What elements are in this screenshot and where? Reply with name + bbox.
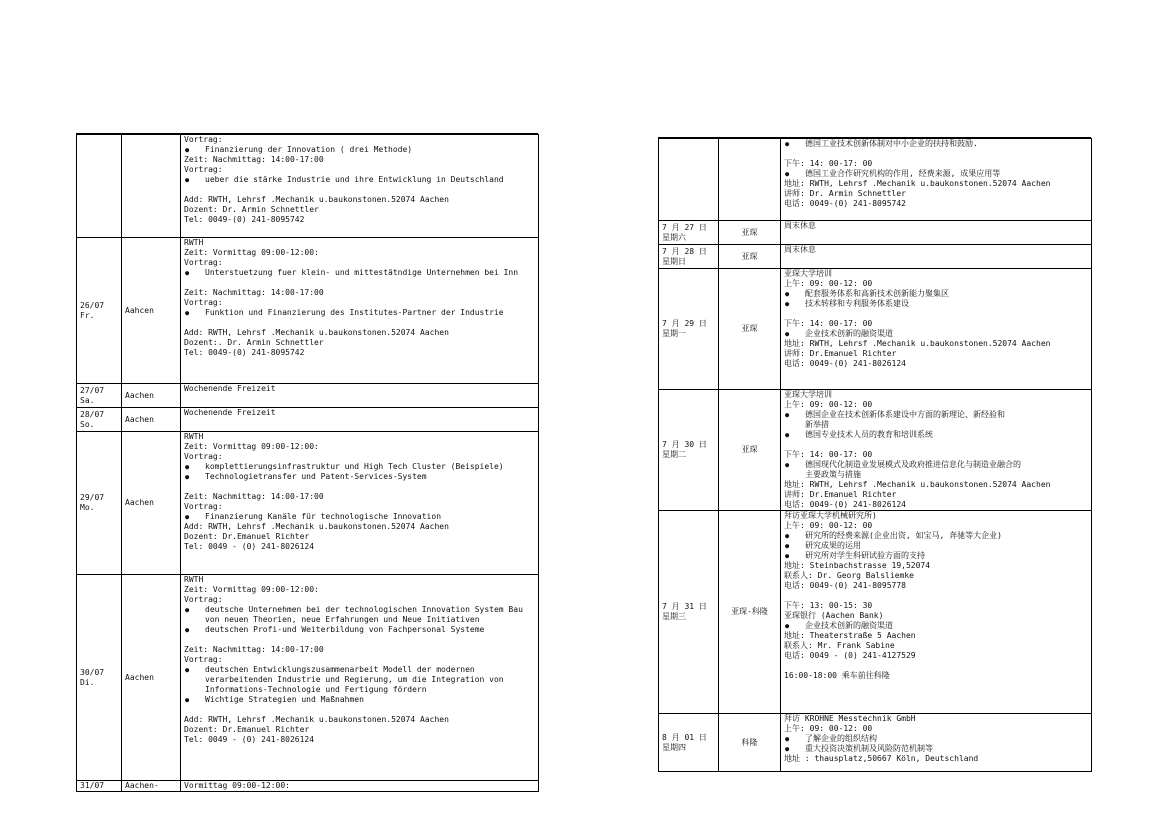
bullet-line: ● 企业技术创新的融资渠道 bbox=[784, 329, 1088, 339]
content-line: 周末休息 bbox=[784, 245, 816, 254]
bullet-line: ● 德国工业合作研究机构的作用, 经费来源, 成果应用等 bbox=[784, 169, 1088, 179]
row-date bbox=[659, 390, 719, 511]
blank-line bbox=[184, 185, 535, 195]
bullet-line: ● deutschen Entwicklungszusammenarbeit Modell der modernen bbox=[184, 665, 535, 675]
content-line: Zeit: Nachmittag: 14:00-17:00 bbox=[184, 155, 324, 164]
content-line: 上午: 09: 00-12: 00 bbox=[784, 521, 873, 530]
content-line: RWTH bbox=[184, 432, 204, 441]
row-date bbox=[659, 714, 719, 772]
date-line: 7 月 30 日 bbox=[662, 440, 707, 449]
schedule-row bbox=[659, 221, 1092, 245]
content-line: 拜访亚琛大学机械研究所) bbox=[784, 511, 877, 520]
content-line: 电话: 0049 - (0) 241-4127529 bbox=[784, 651, 916, 660]
left-table-top-rule bbox=[76, 133, 538, 135]
row-content bbox=[781, 511, 1092, 714]
content-line: Vortrag: bbox=[184, 595, 223, 604]
continuation-line: 新举措 bbox=[805, 420, 829, 429]
date-line: Sa. bbox=[80, 395, 95, 405]
row-date bbox=[77, 575, 122, 781]
row-place: Aachen bbox=[122, 575, 181, 781]
blank-line bbox=[784, 591, 1088, 601]
continuation-line: 主要政策与措施 bbox=[805, 470, 861, 479]
schedule-row bbox=[77, 135, 539, 238]
content-line: 电话: 0049-(0) 241-8095742 bbox=[784, 199, 906, 208]
row-content bbox=[181, 238, 539, 384]
schedule-row bbox=[77, 432, 539, 575]
row-place: 亚琛 bbox=[719, 269, 781, 390]
row-place: Aahcen bbox=[122, 238, 181, 384]
row-place bbox=[122, 135, 181, 238]
row-content bbox=[781, 221, 1092, 245]
content-line: 地址: RWTH, Lehrsf .Mechanik u.baukonstonen.52074 Aachen bbox=[784, 339, 1051, 348]
content-line: Vortrag: bbox=[184, 298, 223, 307]
row-place: 科隆 bbox=[719, 714, 781, 772]
row-content bbox=[181, 432, 539, 575]
bullet-line: ● 研究成果的运用 bbox=[784, 541, 1088, 551]
content-line: Add: RWTH, Lehrsf .Mechanik u.baukonstonen.52074 Aachen bbox=[184, 715, 449, 724]
content-line: Add: RWTH, Lehrsf .Mechanik u.baukonstonen.52074 Aachen bbox=[184, 522, 449, 531]
content-line: 下午: 14: 00-17: 00 bbox=[784, 319, 873, 328]
content-line: Dozent:. Dr. Armin Schnettler bbox=[184, 338, 324, 347]
left-schedule-table bbox=[76, 134, 539, 792]
right-schedule-table bbox=[658, 138, 1092, 772]
bullet-line: ● komplettierungsinfrastruktur und High Tech Cluster (Beispiele) bbox=[184, 462, 535, 472]
bullet-line: ● 研究所的经费来源(企业出资, 如宝马, 奔驰等大企业) bbox=[784, 531, 1088, 541]
row-content bbox=[181, 384, 539, 408]
content-line: 联系人: Mr. Frank Sabine bbox=[784, 641, 895, 650]
content-line: 16:00-18:00 乘车前往科隆 bbox=[784, 671, 890, 680]
row-date bbox=[659, 221, 719, 245]
row-date bbox=[77, 238, 122, 384]
bullet-line: ● Finanzierung Kanäle für technologische Innovation bbox=[184, 512, 535, 522]
bullet-line: ● 技术转移和专利服务体系建设 bbox=[784, 299, 1088, 309]
row-content bbox=[181, 135, 539, 238]
bullet-line: ● deutsche Unternehmen bei der technologischen Innovation System Bau bbox=[184, 605, 535, 615]
content-line: 电话: 0049-(0) 241-8026124 bbox=[784, 359, 906, 368]
continuation-line: Informations-Technologie und Fertigung fördern bbox=[205, 685, 427, 694]
content-line: Dozent: Dr. Armin Schnettler bbox=[184, 205, 319, 214]
content-line: Zeit: Nachmittag: 14:00-17:00 bbox=[184, 288, 324, 297]
date-line: 7 月 29 日 bbox=[662, 319, 707, 328]
date-line: 7 月 31 日 bbox=[662, 602, 707, 611]
bullet-line: ● 企业技术创新的融资渠道 bbox=[784, 621, 1088, 631]
content-line: 亚琛银行 (Aachen Bank) bbox=[784, 611, 884, 620]
bullet-line: ● ueber die stärke Industrie und ihre Entwicklung in Deutschland bbox=[184, 175, 535, 185]
row-content bbox=[781, 139, 1092, 221]
blank-line bbox=[784, 309, 1088, 319]
row-date bbox=[77, 781, 122, 792]
content-line: Add: RWTH, Lehrsf .Mechanik u.baukonstonen.52074 Aachen bbox=[184, 195, 449, 204]
content-line: Dozent: Dr.Emanuel Richter bbox=[184, 725, 310, 734]
schedule-row bbox=[659, 139, 1092, 221]
date-line: 7 月 28 日 bbox=[662, 246, 707, 256]
content-line: 地址: Steinbachstrasse 19,52074 bbox=[784, 561, 931, 570]
content-line: 讲师: Dr.Emanuel Richter bbox=[784, 349, 897, 358]
bullet-line: ● Wichtige Strategien und Maßnahmen bbox=[184, 695, 535, 705]
bullet-line: ● Funktion und Finanzierung des Institutes-Partner der Industrie bbox=[184, 308, 535, 318]
content-line: 讲师: Dr.Emanuel Richter bbox=[784, 490, 897, 499]
date-line: 31/07 bbox=[80, 781, 105, 790]
content-line: 上午: 09: 00-12: 00 bbox=[784, 400, 873, 409]
date-line: 星期一 bbox=[662, 329, 686, 338]
continuation-line: verarbeitenden Industrie und Regierung, um die Integration von bbox=[205, 675, 504, 684]
content-line: 上午: 09: 00-12: 00 bbox=[784, 724, 873, 733]
content-line: 电话: 0049-(0) 241-8026124 bbox=[784, 500, 906, 509]
schedule-row bbox=[659, 390, 1092, 511]
content-line: 地址: RWTH, Lehrsf .Mechanik u.baukonstonen.52074 Aachen bbox=[784, 179, 1051, 188]
row-date bbox=[77, 408, 122, 432]
content-line: 亚琛大学培训 bbox=[784, 390, 832, 399]
blank-line bbox=[184, 278, 535, 288]
content-line: Zeit: Vormittag 09:00-12:00: bbox=[184, 248, 319, 257]
schedule-row bbox=[659, 269, 1092, 390]
content-line: 地址: Theaterstraße 5 Aachen bbox=[784, 631, 916, 640]
content-line: 地址 : thausplatz,50667 Köln, Deutschland bbox=[784, 754, 979, 763]
schedule-row bbox=[659, 511, 1092, 714]
row-place: Aachen bbox=[122, 384, 181, 408]
content-line: 拜访 KROHNE Messtechnik GmbH bbox=[784, 714, 916, 723]
schedule-row bbox=[77, 408, 539, 432]
content-line: Vortrag: bbox=[184, 165, 223, 174]
content-line: Vormittag 09:00-12:00: bbox=[184, 781, 290, 790]
bullet-line: ● 配套服务体系和高新技术创新能力聚集区 bbox=[784, 289, 1088, 299]
row-date bbox=[77, 384, 122, 408]
date-line: 星期日 bbox=[662, 256, 686, 266]
bullet-line: ● 重大投资决策机制及风险防范机制等 bbox=[784, 744, 1088, 754]
bullet-line: ● 德国现代化制造业发展模式及政府推进信息化与制造业融合的 bbox=[784, 460, 1088, 470]
blank-line bbox=[184, 705, 535, 715]
row-date bbox=[77, 135, 122, 238]
content-line: 讲师: Dr. Armin Schnettler bbox=[784, 189, 906, 198]
schedule-row bbox=[77, 238, 539, 384]
content-line: Zeit: Nachmittag: 14:00-17:00 bbox=[184, 645, 324, 654]
content-line: 亚琛大学培训 bbox=[784, 269, 832, 278]
content-line: Vortrag: bbox=[184, 502, 223, 511]
date-line: Fr. bbox=[80, 310, 95, 320]
content-line: 联系人: Dr. Georg Balsliemke bbox=[784, 571, 914, 580]
row-place: Aachen- bbox=[122, 781, 181, 792]
date-line: 29/07 bbox=[80, 493, 105, 502]
content-line: Vortrag: bbox=[184, 135, 223, 144]
schedule-row bbox=[77, 781, 539, 792]
content-line: 下午: 14: 00-17: 00 bbox=[784, 450, 873, 459]
row-content bbox=[181, 408, 539, 432]
row-date bbox=[659, 511, 719, 714]
date-line: 30/07 bbox=[80, 667, 105, 677]
date-line: 星期三 bbox=[662, 612, 686, 621]
bullet-line: ● 研究所对学生科研试验方面的支持 bbox=[784, 551, 1088, 561]
content-line: Add: RWTH, Lehrsf .Mechanik u.baukonstonen.52074 Aachen bbox=[184, 328, 449, 337]
content-line: Zeit: Nachmittag: 14:00-17:00 bbox=[184, 492, 324, 501]
content-line: 下午: 14: 00-17: 00 bbox=[784, 159, 873, 168]
content-line: Zeit: Vormittag 09:00-12:00: bbox=[184, 442, 319, 451]
content-line: Dozent: Dr.Emanuel Richter bbox=[184, 532, 310, 541]
content-line: Vortrag: bbox=[184, 258, 223, 267]
content-line: 电话: 0049-(0) 241-8095778 bbox=[784, 581, 906, 590]
blank-line bbox=[184, 635, 535, 645]
row-content bbox=[781, 269, 1092, 390]
row-place: 亚琛 bbox=[719, 221, 781, 245]
content-line: RWTH bbox=[184, 575, 204, 584]
right-table-top-rule bbox=[658, 137, 1091, 139]
date-line: 27/07 bbox=[80, 385, 105, 395]
schedule-row bbox=[77, 575, 539, 781]
date-line: So. bbox=[80, 419, 95, 429]
content-line: Zeit: Vormittag 09:00-12:00: bbox=[184, 585, 319, 594]
row-date bbox=[659, 139, 719, 221]
continuation-line: von neuen Theorien, neue Erfahrungen und Neue Initiativen bbox=[205, 615, 480, 624]
blank-line bbox=[184, 482, 535, 492]
bullet-line: ● Unterstuetzung fuer klein- und mittestätndige Unternehmen bei Inn bbox=[184, 268, 535, 278]
date-line: 28/07 bbox=[80, 409, 105, 419]
bullet-line: ● deutschen Profi-und Weiterbildung von Fachpersonal Systeme bbox=[184, 625, 535, 635]
date-line: 星期二 bbox=[662, 450, 686, 459]
row-content bbox=[781, 714, 1092, 772]
bullet-line: ● Finanzierung der Innovation ( drei Methode) bbox=[184, 145, 535, 155]
date-line: 星期四 bbox=[662, 742, 686, 752]
schedule-row bbox=[659, 714, 1092, 772]
row-place: Aachen bbox=[122, 408, 181, 432]
blank-line bbox=[184, 318, 535, 328]
row-date bbox=[659, 269, 719, 390]
bullet-line: ● 德国工业技术创新体制对中小企业的扶持和鼓励. bbox=[784, 139, 1088, 149]
row-place: Aachen bbox=[122, 432, 181, 575]
content-line: RWTH bbox=[184, 238, 204, 247]
bullet-line: ● 了解企业的组织结构 bbox=[784, 734, 1088, 744]
bullet-line: ● Technologietransfer und Patent-Services-System bbox=[184, 472, 535, 482]
schedule-row bbox=[659, 245, 1092, 269]
date-line: 7 月 27 日 bbox=[662, 222, 707, 232]
date-line: 26/07 bbox=[80, 300, 105, 310]
date-line: Mo. bbox=[80, 503, 95, 512]
content-line: Tel: 0049 - (0) 241-8026124 bbox=[184, 542, 315, 551]
row-place: 亚琛 bbox=[719, 390, 781, 511]
date-line: 8 月 01 日 bbox=[662, 732, 707, 742]
content-line: Wochenende Freizeit bbox=[184, 384, 276, 393]
row-date bbox=[77, 432, 122, 575]
blank-line bbox=[784, 440, 1088, 450]
date-line: 星期六 bbox=[662, 232, 686, 242]
content-line: Tel: 0049 - (0) 241-8026124 bbox=[184, 735, 315, 744]
content-line: Tel: 0049-(0) 241-8095742 bbox=[184, 215, 305, 224]
content-line: 周末休息 bbox=[784, 221, 816, 230]
content-line: 上午: 09: 00-12: 00 bbox=[784, 279, 873, 288]
row-content bbox=[781, 245, 1092, 269]
date-line: Di. bbox=[80, 677, 95, 687]
row-content bbox=[181, 575, 539, 781]
content-line: Vortrag: bbox=[184, 655, 223, 664]
content-line: Tel: 0049-(0) 241-8095742 bbox=[184, 348, 305, 357]
content-line: 地址: RWTH, Lehrsf .Mechanik u.baukonstonen.52074 Aachen bbox=[784, 480, 1051, 489]
row-place: 亚琛-科隆 bbox=[719, 511, 781, 714]
row-date bbox=[659, 245, 719, 269]
bullet-line: ● 德国专业技术人员的教育和培训系统 bbox=[784, 430, 1088, 440]
content-line: Vortrag: bbox=[184, 452, 223, 461]
row-content bbox=[781, 390, 1092, 511]
bullet-line: ● 德国企业在技术创新体系建设中方面的新理论、新经验和 bbox=[784, 410, 1088, 420]
blank-line bbox=[784, 149, 1088, 159]
row-place bbox=[719, 139, 781, 221]
row-place: 亚琛 bbox=[719, 245, 781, 269]
blank-line bbox=[784, 661, 1088, 671]
schedule-row bbox=[77, 384, 539, 408]
content-line: Wochenende Freizeit bbox=[184, 408, 276, 417]
content-line: 下午: 13: 00-15: 30 bbox=[784, 601, 873, 610]
row-content bbox=[181, 781, 539, 792]
